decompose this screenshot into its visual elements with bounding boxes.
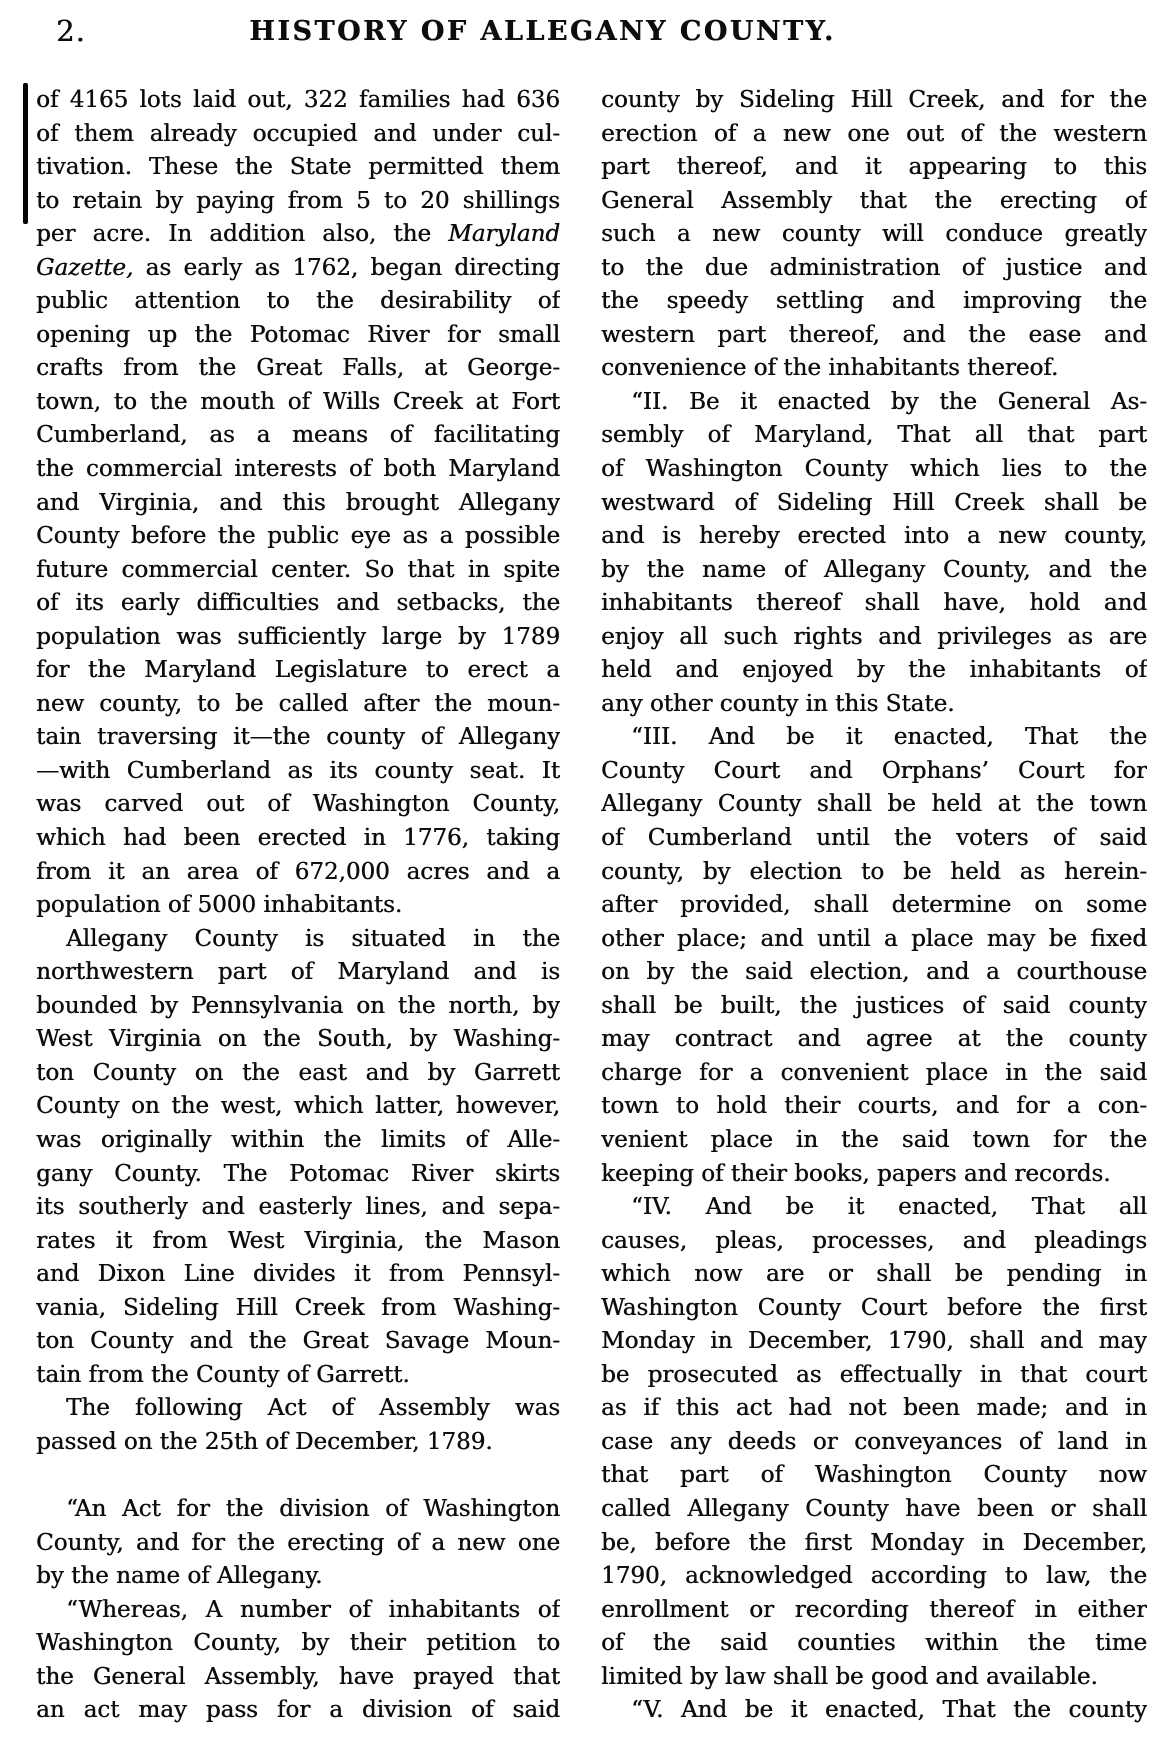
text-line: of them already occupied and under cul- [36,120,560,147]
text-line: which had been erected in 1776, taking [36,825,560,852]
text-line: General Assembly that the erecting of [601,187,1147,214]
page-header [0,16,1085,47]
text-line: was originally within the limits of Alle- [36,1126,560,1153]
page-number: 2. [56,14,86,48]
text-line: County Court and Orphans’ Court for [601,757,1147,784]
text-line: the General Assembly, have prayed that [36,1663,560,1690]
text-line: be prosecuted as effectually in that court [601,1361,1147,1388]
text-line: Monday in December, 1790, shall and may [601,1328,1147,1355]
text-line: shall be built, the justices of said county [601,992,1147,1019]
text-line: county, by election to be held as herein- [601,858,1147,885]
text-line: Allegany County is situated in the [66,925,560,952]
text-line: venient place in the said town for the [601,1126,1147,1153]
text-line: tain traversing it—the county of Allegany [36,724,560,751]
text-line: passed on the 25th of December, 1789. [36,1428,493,1455]
text-line: western part thereof, and the ease and [601,321,1147,348]
text-line: County before the public eye as a possible [36,523,560,550]
text-line: ton County on the east and by Garrett [36,1059,560,1086]
text-line: rates it from West Virginia, the Mason [36,1227,560,1254]
text-line: inhabitants thereof shall have, hold and [601,590,1147,617]
text-line: after provided, shall determine on some [601,892,1147,919]
text-line: sembly of Maryland, That all that part [601,422,1147,449]
text-line: of 4165 lots laid out, 322 families had 636 [36,87,560,113]
text-line: new county, to be called after the moun- [36,690,560,717]
text-line: “Whereas, A number of inhabitants of [66,1596,560,1623]
text-line: public attention to the desirability of [36,288,560,315]
text-line: that part of Washington County now [601,1462,1147,1489]
page-title: HISTORY OF ALLEGANY COUNTY. [249,16,836,47]
text-line: population of 5000 inhabitants. [36,892,403,919]
text-line: Washington County Court before the first [601,1294,1147,1321]
text-line: any other county in this State. [601,690,955,717]
text-line: from it an area of 672,000 acres and a [36,858,560,885]
text-line: and Virginia, and this brought Allegany [36,489,560,516]
text-line: northwestern part of Maryland and is [36,959,560,986]
text-line: part thereof, and it appearing to this [601,154,1147,181]
text-line: be, before the first Monday in December, [601,1529,1147,1556]
text-line: Washington County, by their petition to [36,1630,560,1657]
text-line: enrollment or recording thereof in either [601,1596,1147,1623]
text-line: case any deeds or conveyances of land in [601,1428,1147,1455]
text-line: “V. And be it enacted, That the county [631,1697,1147,1724]
text-line: ton County and the Great Savage Moun- [36,1328,560,1355]
text-line: The following Act of Assembly was [66,1395,560,1422]
text-line: held and enjoyed by the inhabitants of [601,657,1147,684]
text-line: for the Maryland Legislature to erect a [36,657,560,684]
left-column [36,84,560,1728]
text-line: of the said counties within the time [601,1630,1147,1657]
text-line: as if this act had not been made; and in [601,1395,1147,1422]
text-line: enjoy all such rights and privileges as are [601,623,1147,650]
text-line: may contract and agree at the county [601,1026,1147,1053]
text-line: the speedy settling and improving the [601,288,1147,315]
text-line: to the due administration of justice and [601,254,1147,281]
right-column [601,84,1147,1728]
text-line: West Virginia on the South, by Washing- [36,1026,560,1053]
text-line: of Cumberland until the voters of said [601,825,1147,852]
text-line: limited by law shall be good and available. [601,1663,1098,1690]
text-line: County on the west, which latter, however, [36,1093,560,1120]
text-line: vania, Sideling Hill Creek from Washing- [36,1294,560,1321]
text-line: 1790, acknowledged according to law, the [601,1563,1147,1590]
text-line: by the name of Allegany. [36,1563,323,1590]
text-line: which now are or shall be pending in [601,1261,1147,1288]
text-line: gany County. The Potomac River skirts [36,1160,560,1187]
text-line: of Washington County which lies to the [601,456,1147,483]
text-line: bounded by Pennsylvania on the north, by [36,992,560,1019]
text-line: was carved out of Washington County, [36,791,560,818]
blank-line [36,1459,560,1493]
text-line: to retain by paying from 5 to 20 shillings [36,187,560,214]
text-line: westward of Sideling Hill Creek shall be [601,489,1147,516]
text-line: charge for a convenient place in the said [601,1059,1147,1086]
text-line: convenience of the inhabitants thereof. [601,355,1059,382]
text-line: town, to the mouth of Wills Creek at Fort [36,388,560,415]
text-line: on by the said election, and a courthouse [601,959,1147,986]
text-line: “III. And be it enacted, That the [631,724,1147,751]
text-line: and is hereby erected into a new county, [601,523,1147,550]
text-line: an act may pass for a division of said [36,1697,560,1724]
text-line: “IV. And be it enacted, That all [631,1194,1147,1221]
text-line: the commercial interests of both Maryland [36,456,560,483]
text-line: population was sufficiently large by 1789 [36,623,560,650]
text-line: town to hold their courts, and for a con- [601,1093,1147,1120]
text-line: future commercial center. So that in spite [36,556,560,583]
text-line: tivation. These the State permitted them [36,154,560,181]
text-line: erection of a new one out of the western [601,120,1147,147]
text-line: “II. Be it enacted by the General As- [631,388,1147,415]
text-line: keeping of their books, papers and records. [601,1160,1111,1187]
text-line: and Dixon Line divides it from Pennsyl- [36,1261,560,1288]
text-line: County, and for the erecting of a new one [36,1529,560,1556]
text-line: of its early difficulties and setbacks, the [36,590,560,617]
text-line: tain from the County of Garrett. [36,1361,410,1388]
text-line: its southerly and easterly lines, and sepa- [36,1194,560,1221]
text-line: Gazette, as early as 1762, began directing [36,254,560,281]
text-line: causes, pleas, processes, and pleadings [601,1227,1147,1254]
text-line: Cumberland, as a means of facilitating [36,422,560,449]
text-line: by the name of Allegany County, and the [601,556,1147,583]
text-line: opening up the Potomac River for small [36,321,560,348]
text-line: county by Sideling Hill Creek, and for the [601,87,1147,113]
text-line: such a new county will conduce greatly [601,221,1147,248]
text-line: “An Act for the division of Washington [66,1495,560,1522]
text-line: —with Cumberland as its county seat. It [36,757,560,784]
text-line: other place; and until a place may be fixed [601,925,1147,952]
text-line: per acre. In addition also, the Maryland [36,221,560,248]
text-line: Allegany County shall be held at the town [601,791,1147,818]
text-line: called Allegany County have been or shall [601,1495,1147,1522]
text-line: crafts from the Great Falls, at George- [36,355,560,382]
margin-ink-mark [23,83,28,224]
